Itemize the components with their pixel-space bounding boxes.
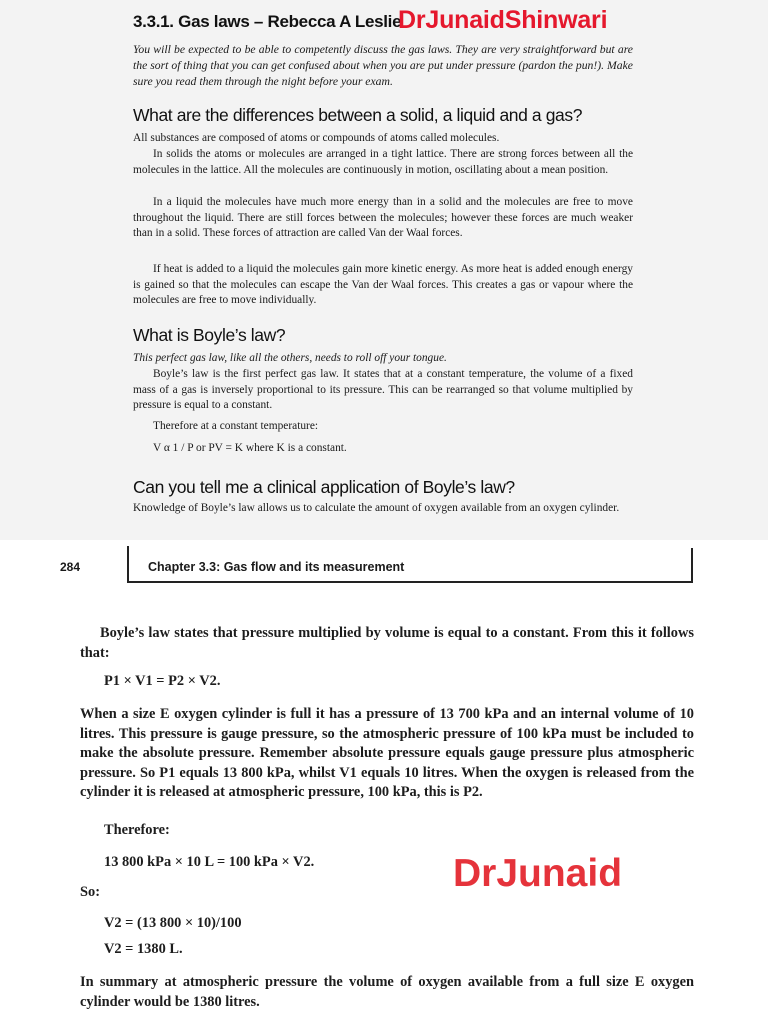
boyle-equation: V α 1 / P or PV = K where K is a constant.	[153, 442, 347, 454]
cylinder-paragraph: When a size E oxygen cylinder is full it has a pressure of 13 700 kPa and an internal volume of 10 litres. This pressure is gauge pressure, so the atmospheric pressure of 100 kPa must be included to make the absolute pressure. Remember absolute pressure equals gauge pressure plus atmospheric pressure. So P1 equals 13 800 kPa, whilst V1 equals 10 litres. When the oxygen is released from the cylinder it is released at atmospheric pressure, 100 kPa, this is P2.	[80, 706, 694, 800]
heading-clinical-application: Can you tell me a clinical application of Boyle’s law?	[133, 477, 515, 497]
section-title: 3.3.1. Gas laws – Rebecca A Leslie	[133, 12, 402, 31]
equation-p1v1: P1 × V1 = P2 × V2.	[104, 673, 221, 689]
states-paragraph-4: If heat is added to a liquid the molecules gain more kinetic energy. As more heat is added enough energy is gained so that the molecules can escape the Van der Waal forces. This creates a gas or vapour where the molecules are free to move individually.	[133, 263, 633, 307]
states-paragraph-2: In solids the atoms or molecules are arranged in a tight lattice. There are strong forces between all the molecules in the lattice. All the molecules are continuously in motion, oscillating about a mean position.	[133, 148, 633, 176]
boyle-italic-note: This perfect gas law, like all the others, needs to roll off your tongue.	[133, 352, 447, 364]
so-label: So:	[80, 884, 100, 900]
equation-substitution: 13 800 kPa × 10 L = 100 kPa × V2.	[104, 854, 315, 870]
heading-states-of-matter: What are the differences between a solid, a liquid and a gas?	[133, 105, 583, 125]
intro-paragraph: You will be expected to be able to competently discuss the gas laws. They are very straightforward but are the sort of thing that you can get confused about when you are put under pressure (pardon the pun!). Make sure you read them through the night before your exam.	[133, 43, 633, 88]
states-paragraph-1: All substances are composed of atoms or compounds of atoms called molecules.	[133, 132, 500, 144]
watermark-bottom: DrJunaid	[453, 852, 623, 895]
chapter-title: Chapter 3.3: Gas flow and its measurement	[148, 560, 405, 574]
summary-paragraph: In summary at atmospheric pressure the volume of oxygen available from a full size E oxygen cylinder would be 1380 litres.	[80, 974, 694, 1010]
boyle-paragraph-1: Boyle’s law is the first perfect gas law. It states that at a constant temperature, the volume of a fixed mass of a gas is inversely proportional to its pressure. This can be rearranged so that volume multiplied by pressure is equal to a constant.	[133, 368, 633, 412]
equation-v2-result: V2 = 1380 L.	[104, 941, 183, 957]
footer-divider-bottom	[127, 581, 693, 583]
boyle-paragraph-2: Therefore at a constant temperature:	[153, 420, 319, 432]
clinical-paragraph: Knowledge of Boyle’s law allows us to calculate the amount of oxygen available from an oxygen cylinder.	[133, 502, 620, 514]
footer-divider-left	[127, 546, 129, 582]
heading-boyles-law: What is Boyle’s law?	[133, 325, 286, 345]
equation-v2-expression: V2 = (13 800 × 10)/100	[104, 915, 242, 931]
boyle-statement-paragraph: Boyle’s law states that pressure multiplied by volume is equal to a constant. From this it follows that:	[80, 625, 694, 661]
therefore-label: Therefore:	[104, 822, 170, 838]
page-number: 284	[60, 560, 81, 574]
states-paragraph-3: In a liquid the molecules have much more energy than in a solid and the molecules are free to move throughout the liquid. There are still forces between the molecules; however these forces are much weaker than in a solid. These forces of attraction are called Van der Waal forces.	[133, 196, 633, 240]
footer-divider-right	[691, 548, 693, 583]
watermark-top: DrJunaidShinwari	[398, 6, 608, 34]
